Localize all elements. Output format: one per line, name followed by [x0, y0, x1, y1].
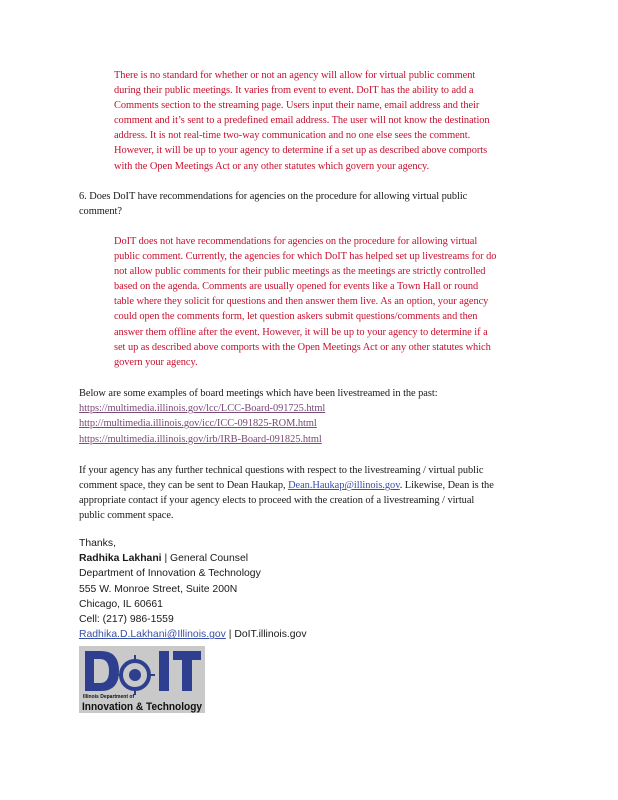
logo-circuit-core [129, 669, 141, 681]
contact-line: appropriate contact if your agency elects to proceed with the creation of a livestreaming / virtual [79, 495, 475, 507]
signature-department: Department of Innovation & Technology [79, 568, 261, 580]
logo-letter-t-stem [182, 651, 192, 691]
doit-logo [79, 646, 205, 713]
answer-6-line: table where they solicit for questions and then answer them live. As an option, your agency [114, 296, 489, 308]
example-link-irb[interactable]: https://multimedia.illinois.gov/irb/IRB-Board-091825.html [79, 433, 322, 445]
answer-5-line: during their public meetings. It varies from event to event. DoIT has the ability to add a [114, 85, 474, 97]
dean-email-link[interactable]: Dean.Haukap@illinois.gov [288, 480, 400, 492]
answer-5-paragraph [114, 68, 518, 174]
contact-line [79, 478, 529, 493]
answer-6-line: based on the agenda. Comments are usually opened for events like a Town Hall or round [114, 281, 479, 293]
answer-6-line: answer them offline after the event. However, it will be up to your agency to determine if a [114, 326, 488, 338]
question-6-line: comment? [79, 206, 122, 218]
question-6 [79, 189, 519, 219]
example-link-icc[interactable]: http://multimedia.illinois.gov/icc/ICC-091825-ROM.html [79, 418, 317, 430]
signature-city: Chicago, IL 60661 [79, 598, 163, 610]
signature-email-link[interactable]: Radhika.D.Lakhani@Illinois.gov [79, 629, 226, 641]
question-6-line: 6. Does DoIT have recommendations for agencies on the procedure for allowing virtual public [79, 191, 468, 202]
answer-6-line: not allow public comments for their public meetings as the meetings are strictly controlled [114, 266, 486, 278]
answer-5-line: address. It is not real-time two-way communication and no one else sees the comment. [114, 130, 471, 142]
signature-name-line [79, 551, 307, 566]
answer-6-line: DoIT does not have recommendations for agencies on the procedure for allowing virtual [114, 236, 478, 247]
example-link-lcc[interactable]: https://multimedia.illinois.gov/lcc/LCC-Board-091725.html [79, 403, 326, 415]
contact-line-text: comment space, they can be sent to Dean Haukap, [79, 480, 289, 492]
signature-block [79, 536, 307, 642]
contact-paragraph [79, 463, 529, 523]
answer-6-line: could open the comments form, let question askers submit questions/comments and then [114, 311, 478, 323]
logo-letter-i [159, 651, 169, 691]
answer-6-line: govern your agency. [114, 356, 198, 368]
examples-intro: Below are some examples of board meetings which have been livestreamed in the past: [79, 388, 438, 399]
answer-6-paragraph [114, 234, 518, 370]
logo-big-text: Innovation & Technology [82, 701, 203, 713]
signature-separator: | [225, 629, 235, 641]
answer-5-line: comment and it’s sent to a predefined email address. The user will not know the destination [114, 115, 490, 127]
signature-thanks: Thanks, [79, 538, 116, 549]
answer-5-line: with the Open Meetings Act or any other statutes which govern your agency. [114, 160, 430, 172]
signature-name: Radhika Lakhani [79, 553, 162, 565]
contact-line-text: . Likewise, Dean is the [399, 480, 494, 492]
contact-line: If your agency has any further technical questions with respect to the livestreaming / virtual public [79, 465, 484, 476]
answer-6-line: public comment. Currently, the agencies for which DoIT has helped set up livestreams for do [114, 251, 497, 263]
answer-6-line: set up as described above comports with the Open Meetings Act or any other statutes which [114, 341, 491, 353]
answer-5-line: There is no standard for whether or not an agency will allow for virtual public comment [114, 70, 476, 81]
signature-street: 555 W. Monroe Street, Suite 200N [79, 583, 238, 595]
signature-website: DoIT.illinois.gov [234, 629, 307, 641]
signature-title: | General Counsel [161, 553, 249, 565]
logo-small-text: Illinois Department of [83, 694, 135, 700]
contact-line: public comment space. [79, 510, 174, 522]
signature-cell: Cell: (217) 986-1559 [79, 614, 174, 626]
examples-section [79, 386, 519, 447]
example-links [79, 401, 519, 447]
answer-5-line: Comments section to the streaming page. Users input their name, email address and their [114, 100, 480, 112]
doit-logo-graphic [79, 646, 205, 713]
signature-contact-line [79, 627, 307, 642]
answer-5-line: However, it will be up to your agency to determine if a set up as described above comports [114, 145, 488, 157]
